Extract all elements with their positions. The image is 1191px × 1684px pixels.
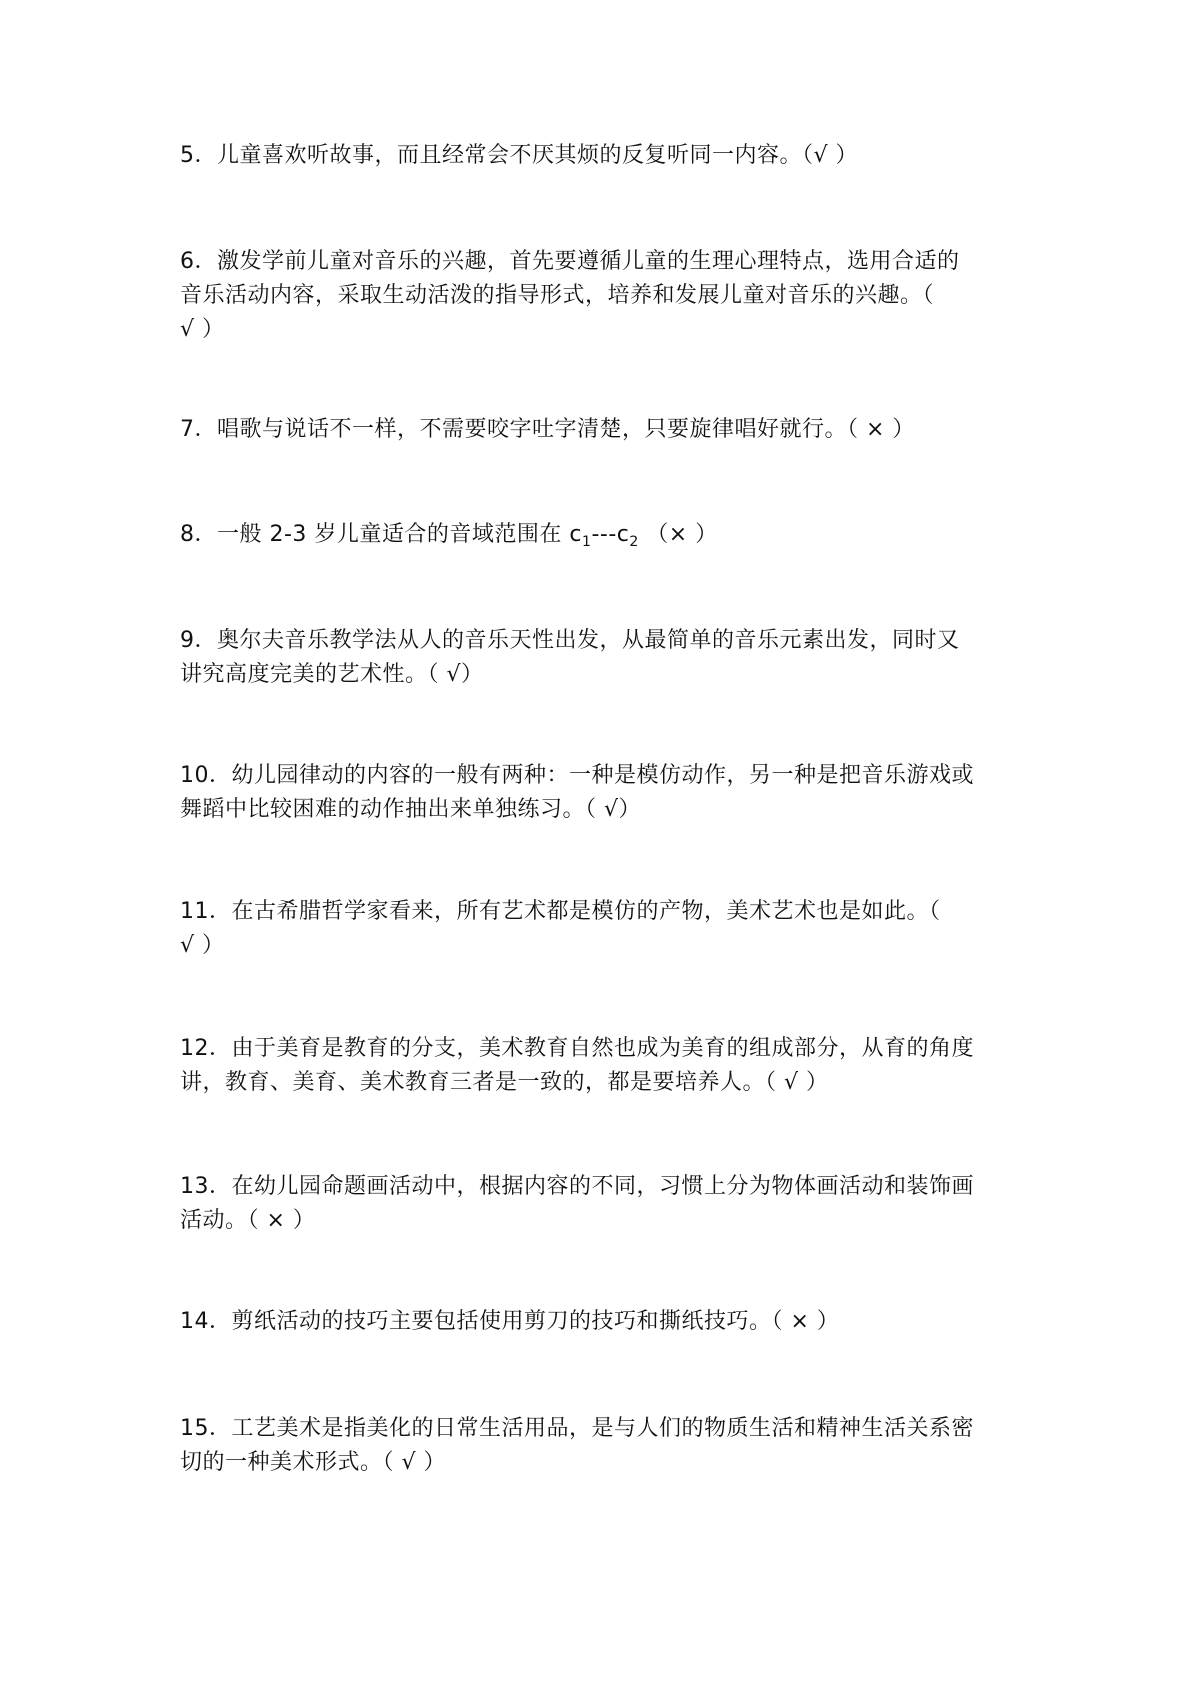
question-line	[180, 518, 1020, 552]
question-line: 讲，教育、美育、美术教育三者是一致的，都是要培养人。（ √ ）	[180, 1070, 829, 1095]
question-line: 9．奥尔夫音乐教学法从人的音乐天性出发，从最简单的音乐元素出发，同时又	[180, 628, 960, 653]
question-line: 13．在幼儿园命题画活动中，根据内容的不同，习惯上分为物体画活动和装饰画	[180, 1174, 974, 1199]
question-15	[180, 1412, 1020, 1480]
question-14	[180, 1305, 1020, 1339]
question-line: 11．在古希腊哲学家看来，所有艺术都是模仿的产物，美术艺术也是如此。（	[180, 899, 941, 924]
question-8	[180, 518, 1020, 552]
subscript: 2	[629, 534, 639, 550]
question-11	[180, 895, 1020, 963]
question-13	[180, 1170, 1020, 1238]
question-line: 活动。（ × ）	[180, 1208, 316, 1233]
question-12	[180, 1032, 1020, 1100]
question-6	[180, 245, 1020, 347]
subscript: 1	[582, 534, 592, 550]
question-5	[180, 139, 1020, 173]
question-line: √ ）	[180, 933, 225, 958]
question-line: 12．由于美育是教育的分支，美术教育自然也成为美育的组成部分，从育的角度	[180, 1036, 974, 1061]
question-line: 6．激发学前儿童对音乐的兴趣，首先要遵循儿童的生理心理特点，选用合适的	[180, 249, 960, 274]
question-line: 7．唱歌与说话不一样，不需要咬字吐字清楚，只要旋律唱好就行。（ × ）	[180, 417, 915, 442]
question-9	[180, 624, 1020, 692]
question-line: 音乐活动内容，采取生动活泼的指导形式，培养和发展儿童对音乐的兴趣。（	[180, 283, 935, 308]
question-10	[180, 759, 1020, 827]
question-line: 切的一种美术形式。（ √ ）	[180, 1450, 447, 1475]
question-line: 5．儿童喜欢听故事，而且经常会不厌其烦的反复听同一内容。（√ ）	[180, 143, 859, 168]
question-text: 8．一般 2-3 岁儿童适合的音域范围在 c	[180, 522, 583, 547]
question-line: 10．幼儿园律动的内容的一般有两种：一种是模仿动作，另一种是把音乐游戏或	[180, 763, 974, 788]
question-line: 舞蹈中比较困难的动作抽出来单独练习。（ √）	[180, 797, 642, 822]
question-text: ---c	[591, 522, 630, 547]
question-text: （× ）	[638, 522, 718, 547]
question-line: 14．剪纸活动的技巧主要包括使用剪刀的技巧和撕纸技巧。（ × ）	[180, 1309, 840, 1334]
question-line: √ ）	[180, 317, 225, 342]
question-line: 讲究高度完美的艺术性。（ √）	[180, 662, 484, 687]
question-7	[180, 413, 1020, 447]
question-line: 15．工艺美术是指美化的日常生活用品，是与人们的物质生活和精神生活关系密	[180, 1416, 974, 1441]
